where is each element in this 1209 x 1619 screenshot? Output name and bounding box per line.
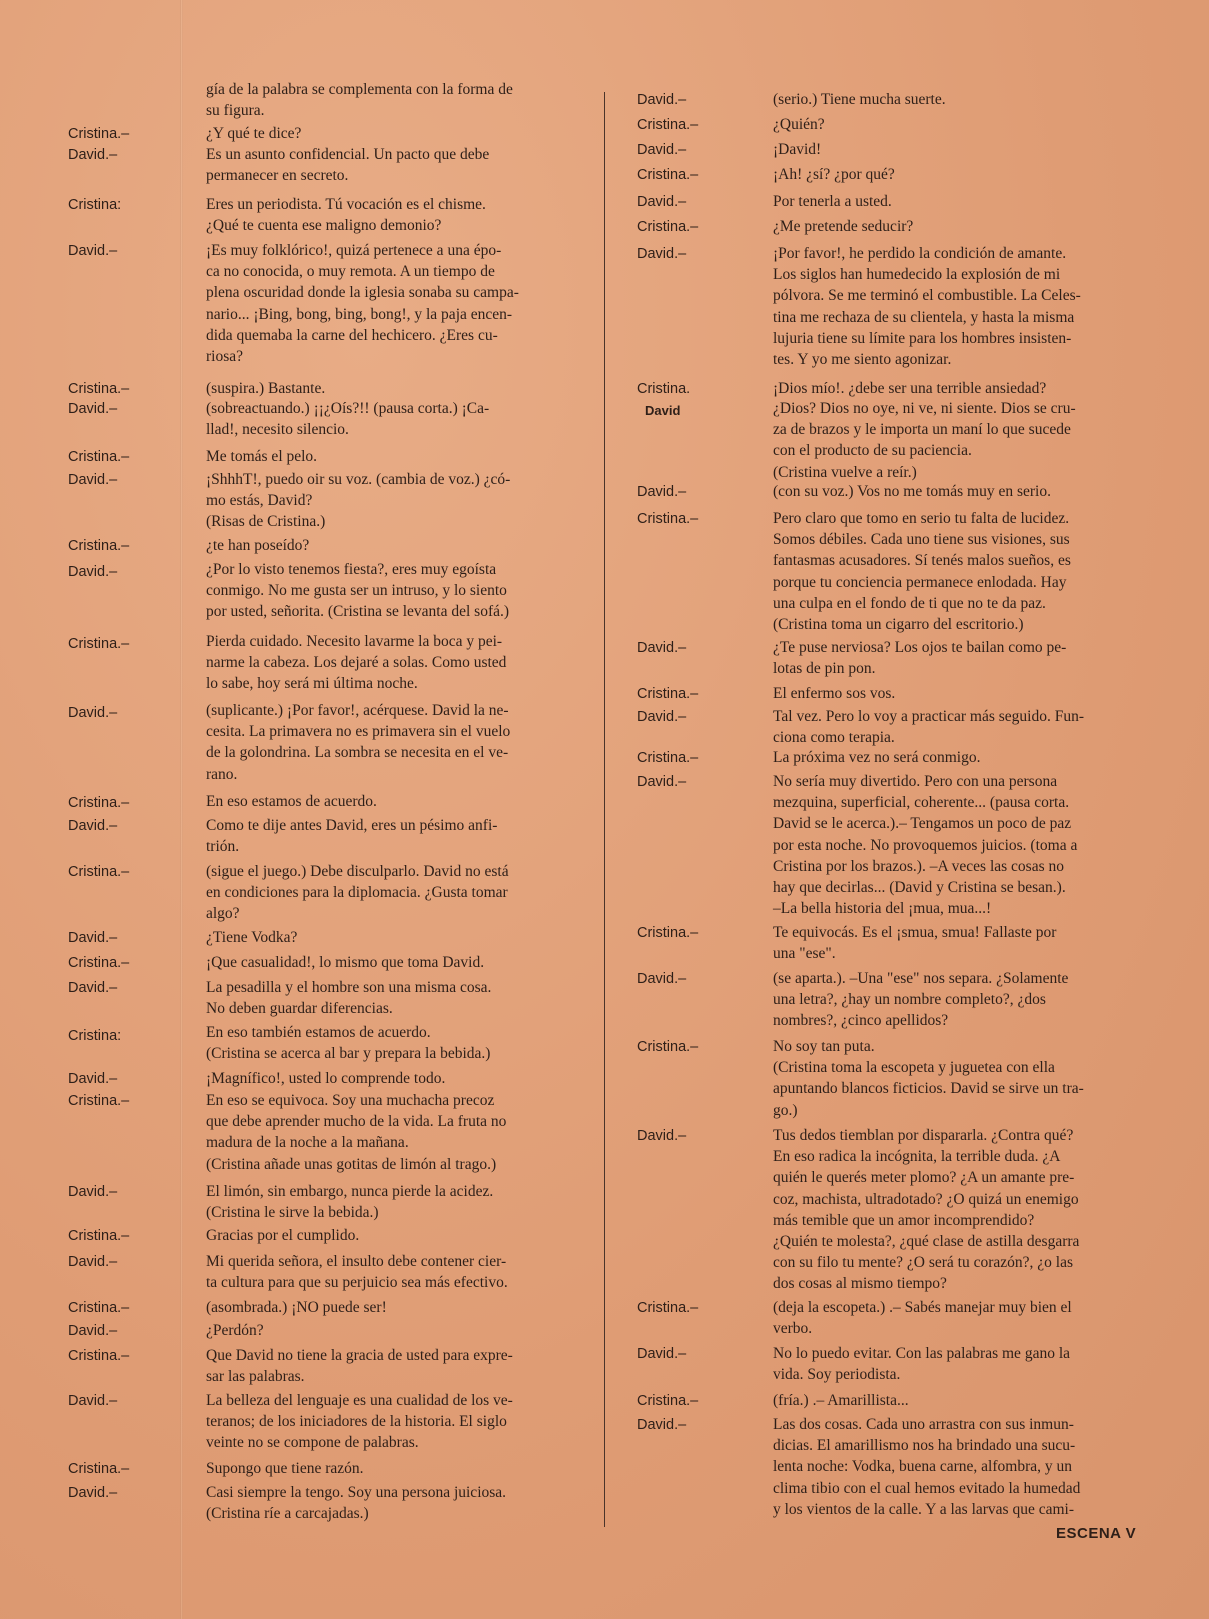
speaker-label: Cristina.–: [68, 1228, 130, 1244]
speaker-label: David.–: [637, 774, 687, 790]
speaker-label: Cristina.–: [637, 1300, 699, 1316]
speaker-label: David.–: [68, 1254, 118, 1270]
dialogue-line: Tal vez. Pero lo voy a practicar más seguido. Fun- ciona como terapia.: [773, 708, 1084, 747]
speaker-label: Cristina.–: [637, 925, 699, 941]
speaker-label: Cristina.–: [68, 1461, 130, 1477]
dialogue-line: El enfermo sos vos.: [773, 685, 896, 702]
speaker-label: Cristina.–: [68, 636, 130, 652]
dialogue-line: (con su voz.) Vos no me tomás muy en serio.: [773, 483, 1051, 500]
dialogue-line: ¿Y qué te dice?: [206, 125, 302, 142]
dialogue-line: Como te dije antes David, eres un pésimo anfi- trión.: [206, 817, 498, 856]
speaker-label: David.–: [68, 818, 118, 834]
speaker-label: Cristina.–: [637, 1039, 699, 1055]
dialogue-line: (suplicante.) ¡Por favor!, acérquese. David la ne- cesita. La primavera no es primavera sin el vuelo de la golondrina. La sombra se necesita en el ve- rano.: [206, 702, 511, 783]
dialogue-line: ¿Te puse nerviosa? Los ojos te bailan como pe- lotas de pin pon.: [773, 639, 1067, 678]
speaker-label: Cristina.–: [68, 126, 130, 142]
dialogue-line: ¡Que casualidad!, lo mismo que toma David.: [206, 954, 485, 971]
dialogue-line: Me tomás el pelo.: [206, 448, 318, 465]
speaker-label: Cristina:: [68, 1028, 122, 1044]
dialogue-line: Es un asunto confidencial. Un pacto que debe permanecer en secreto.: [206, 146, 490, 185]
speaker-label: David.–: [68, 705, 118, 721]
dialogue-line: (sobreactuando.) ¡¡¿Oís?!! (pausa corta.) ¡Ca- llad!, necesito silencio.: [206, 400, 490, 439]
dialogue-line: (asombrada.) ¡NO puede ser!: [206, 1299, 387, 1316]
speaker-label: David.–: [637, 484, 687, 500]
dialogue-line: ¡Magnífico!, usted lo comprende todo.: [206, 1070, 446, 1087]
dialogue-line: El limón, sin embargo, nunca pierde la acidez. (Cristina le sirve la bebida.): [206, 1183, 494, 1222]
section-footer: ESCENA V: [1056, 1525, 1137, 1542]
dialogue-line: En eso también estamos de acuerdo. (Cristina se acerca al bar y prepara la bebida.): [206, 1024, 491, 1063]
speaker-label: Cristina.–: [637, 686, 699, 702]
dialogue-line: (deja la escopeta.) .– Sabés manejar muy bien el verbo.: [773, 1299, 1072, 1338]
dialogue-line: La pesadilla y el hombre son una misma cosa. No deben guardar diferencias.: [206, 979, 492, 1018]
speaker-label: David.–: [637, 142, 687, 158]
dialogue-line: No sería muy divertido. Pero con una persona mezquina, superficial, coherente... (pausa corta. David se le acerca.).– Tengamos un poco de paz por esta noche. No provoquemos juicios. (toma a Cristina por los brazos.). –A veces las cosas no hay que decirlas... (David y Cristina se besan.). –La bella historia del ¡mua, mua...!: [773, 773, 1078, 918]
speaker-label: David.–: [637, 194, 687, 210]
speaker-label: Cristina.–: [637, 167, 699, 183]
dialogue-line: (serio.) Tiene mucha suerte.: [773, 91, 946, 108]
speaker-label: Cristina.–: [637, 750, 699, 766]
dialogue-line: Tus dedos tiemblan por dispararla. ¿Contra qué? En eso radica la incógnita, la terrible duda. ¿A quién le querés meter plomo? ¿A un amante pre- coz, machista, ultradotado? ¿O quizá un enemigo más temible que un amor incomprendido? ¿Quién te molesta?, ¿qué clase de astilla desgarra con su filo tu mente? ¿O será tu corazón?, ¿o las dos cosas al mismo tiempo?: [773, 1127, 1080, 1293]
speaker-label: David.–: [68, 930, 118, 946]
speaker-label: Cristina.–: [68, 795, 130, 811]
dialogue-line: Mi querida señora, el insulto debe contener cier- ta cultura para que su perjuicio sea más efectivo.: [206, 1253, 508, 1292]
speaker-label: David.–: [637, 971, 687, 987]
dialogue-line: Pero claro que tomo en serio tu falta de lucidez. Somos débiles. Cada uno tiene sus visiones, sus fantasmas acusadores. Sí tenés malos sueños, es porque tu conciencia permanece enlodada. Hay una culpa en el fondo de ti que no te da paz. (Cristina toma un cigarro del escritorio.): [773, 510, 1071, 634]
dialogue-line: ¡Por favor!, he perdido la condición de amante. Los siglos han humedecido la explosión de mi pólvora. Se me terminó el combustible. La Celes- tina me rechaza de su clientela, y hasta la misma lujuria tiene su límite para los hombres insisten- tes. Y yo me siento agonizar.: [773, 245, 1081, 369]
speaker-label: David.–: [68, 1071, 118, 1087]
dialogue-line: No lo puedo evitar. Con las palabras me gano la vida. Soy periodista.: [773, 1345, 1071, 1384]
speaker-label: Cristina.–: [68, 449, 130, 465]
dialogue-line: No soy tan puta. (Cristina toma la escopeta y juguetea con ella apuntando blancos ficticios. David se sirve un tra- go.): [773, 1038, 1084, 1119]
speaker-label: David.–: [68, 1393, 118, 1409]
dialogue-line: Eres un periodista. Tú vocación es el chisme. ¿Qué te cuenta ese maligno demonio?: [206, 196, 486, 235]
speaker-label: Cristina.–: [68, 1348, 130, 1364]
dialogue-line: ¿Me pretende seducir?: [773, 218, 914, 235]
speaker-label: David: [645, 403, 681, 418]
speaker-label: Cristina.–: [68, 1093, 130, 1109]
speaker-label: Cristina.–: [68, 955, 130, 971]
speaker-label: David.–: [637, 640, 687, 656]
speaker-label: Cristina.–: [68, 538, 130, 554]
dialogue-line: En eso se equivoca. Soy una muchacha precoz que debe aprender mucho de la vida. La fruta no madura de la noche a la mañana. (Cristina añade unas gotitas de limón al trago.): [206, 1092, 507, 1173]
dialogue-line: ¡Dios mío!. ¿debe ser una terrible ansiedad?: [773, 380, 1047, 397]
speaker-label: David.–: [68, 472, 118, 488]
dialogue-line: Que David no tiene la gracia de usted para expre- sar las palabras.: [206, 1347, 513, 1386]
speaker-label: Cristina.–: [637, 219, 699, 235]
speaker-label: David.–: [637, 246, 687, 262]
dialogue-line: ¡Es muy folklórico!, quizá pertenece a una épo- ca no conocida, o muy remota. A un tiempo de plena oscuridad donde la iglesia sonaba su campa- nario... ¡Bing, bong, bing, bong!, y la paja encen- dida quemaba la carne del hechicero. ¿Eres cu- riosa?: [206, 242, 519, 366]
speaker-label: David.–: [68, 564, 118, 580]
speaker-label: Cristina.: [637, 381, 691, 397]
speaker-label: David.–: [637, 1417, 687, 1433]
dialogue-line: gía de la palabra se complementa con la forma de su figura.: [206, 81, 513, 120]
speaker-label: David.–: [68, 401, 118, 417]
speaker-label: David.–: [68, 243, 118, 259]
dialogue-line: ¿Por lo visto tenemos fiesta?, eres muy egoísta conmigo. No me gusta ser un intruso, y lo siento por usted, señorita. (Cristina se levanta del sofá.): [206, 561, 510, 621]
speaker-label: David.–: [68, 1184, 118, 1200]
speaker-label: Cristina.–: [68, 381, 130, 397]
dialogue-line: Casi siempre la tengo. Soy una persona juiciosa. (Cristina ríe a carcajadas.): [206, 1484, 507, 1523]
speaker-label: David.–: [637, 1346, 687, 1362]
dialogue-line: ¿Quién?: [773, 116, 825, 133]
dialogue-line: ¿Tiene Vodka?: [206, 929, 298, 946]
dialogue-line: ¡Ah! ¿sí? ¿por qué?: [773, 166, 895, 183]
speaker-label: Cristina.–: [68, 864, 130, 880]
dialogue-line: ¡ShhhT!, puedo oir su voz. (cambia de voz.) ¿có- mo estás, David? (Risas de Cristina.): [206, 471, 511, 531]
speaker-label: David.–: [68, 1323, 118, 1339]
dialogue-line: ¡David!: [773, 141, 822, 158]
dialogue-line: En eso estamos de acuerdo.: [206, 793, 377, 810]
dialogue-line: (se aparta.). –Una "ese" nos separa. ¿Solamente una letra?, ¿hay un nombre completo?, ¿dos nombres?, ¿cinco apellidos?: [773, 970, 1069, 1030]
speaker-label: Cristina.–: [637, 117, 699, 133]
dialogue-line: (suspira.) Bastante.: [206, 380, 326, 397]
dialogue-line: La próxima vez no será conmigo.: [773, 749, 981, 766]
dialogue-line: Te equivocás. Es el ¡smua, smua! Fallaste por una "ese".: [773, 924, 1057, 963]
speaker-label: David.–: [637, 1128, 687, 1144]
dialogue-line: Por tenerla a usted.: [773, 193, 892, 210]
speaker-label: David.–: [68, 980, 118, 996]
speaker-label: David.–: [68, 1485, 118, 1501]
dialogue-line: (sigue el juego.) Debe disculparlo. David no está en condiciones para la diplomacia. ¿Gusta tomar algo?: [206, 863, 509, 923]
dialogue-line: Gracias por el cumplido.: [206, 1227, 360, 1244]
dialogue-line: ¿te han poseído?: [206, 537, 310, 554]
speaker-label: Cristina:: [68, 197, 122, 213]
speaker-label: David.–: [637, 92, 687, 108]
dialogue-line: (fría.) .– Amarillista...: [773, 1392, 909, 1409]
speaker-label: Cristina.–: [637, 511, 699, 527]
dialogue-line: Las dos cosas. Cada uno arrastra con sus inmun- dicias. El amarillismo nos ha brindado una sucu- lenta noche: Vodka, buena carne, alfombra, y un clima tibio con el cual hemos evitado la humedad y los vientos de la calle. Y a las larvas que cami-: [773, 1416, 1081, 1518]
right-column: [605, 0, 1209, 1619]
speaker-label: Cristina.–: [637, 1393, 699, 1409]
speaker-label: Cristina.–: [68, 1300, 130, 1316]
dialogue-line: Pierda cuidado. Necesito lavarme la boca y pei- narme la cabeza. Los dejaré a solas. Como usted lo sabe, hoy será mi última noche.: [206, 633, 507, 693]
dialogue-line: ¿Perdón?: [206, 1322, 264, 1339]
speaker-label: David.–: [68, 147, 118, 163]
speaker-label: David.–: [637, 709, 687, 725]
dialogue-line: La belleza del lenguaje es una cualidad de los ve- teranos; de los iniciadores de la historia. El siglo veinte no se compone de palabras.: [206, 1392, 513, 1452]
dialogue-line: Supongo que tiene razón.: [206, 1460, 364, 1477]
dialogue-line: ¿Dios? Dios no oye, ni ve, ni siente. Dios se cru- za de brazos y le importa un maní lo que sucede con el producto de su paciencia. (Cristina vuelve a reír.): [773, 400, 1076, 481]
